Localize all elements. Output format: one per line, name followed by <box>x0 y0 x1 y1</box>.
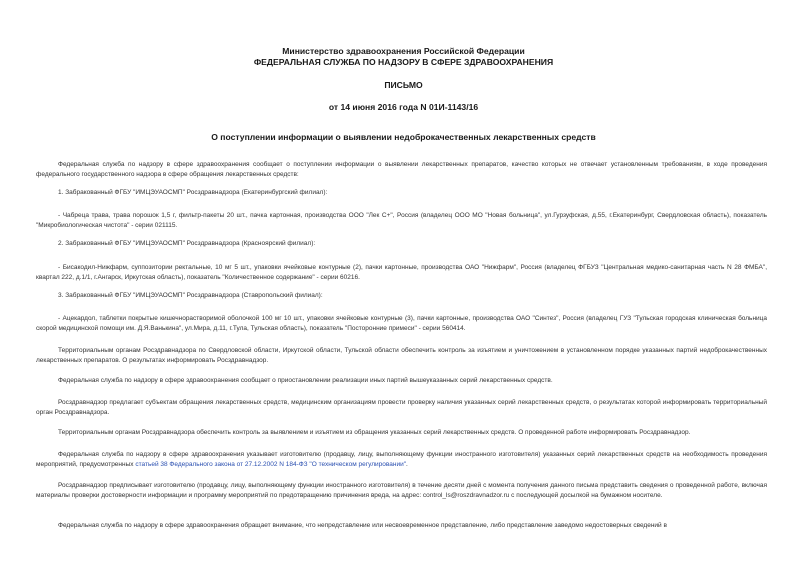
service-name: ФЕДЕРАЛЬНАЯ СЛУЖБА ПО НАДЗОРУ В СФЕРЕ ЗДРАВООХРАНЕНИЯ <box>253 57 554 67</box>
law-article-link[interactable]: статьей 38 Федерального закона от 27.12.2002 N 184-ФЗ "О техническом регулировании" <box>135 461 407 468</box>
document-type: ПИСЬМО <box>384 80 423 90</box>
paragraph-manufacturer-notice <box>36 450 767 470</box>
paragraph-territorial-withdrawal: Территориальным органам Росздравнадзора обеспечить контроль за выявлением и изъятием из обращения указанных серий лекарственных средств. О проведенной работе информировать Росздравнадзор. <box>58 429 691 436</box>
paragraph-suspension: Федеральная служба по надзору в сфере здравоохранения сообщает о приостановлении реализации иных партий вышеуказанных серий лекарственных средств. <box>58 377 553 384</box>
paragraph-intro: Федеральная служба по надзору в сфере здравоохранения сообщает о поступлении информации о выявлении лекарственных препаратов, качество которых не отвечает установленным требованиям, в ходе проведения федерального государственного надзора в сфере обращения лекарственных средств: <box>36 161 767 178</box>
paragraph-attention: Федеральная служба по надзору в сфере здравоохранения обращает внимание, что непредставление или несвоевременное представление, либо представление заведомо недостоверных сведений в <box>58 522 667 529</box>
paragraph-item-1-detail: - Чабреца трава, трава порошок 1,5 г, фильтр-пакеты 20 шт., пачка картонная, производства ООО "Лек С+", Россия (владелец ООО МО "Новая больница", ул.Гурзуфская, д.55, г.Екатеринбург, Свердловская область), показатель "Микробиологическая чистота" - серии 021115. <box>36 212 767 229</box>
paragraph-item-1: 1. Забракованный ФГБУ "ИМЦЭУАОСМП" Росздравнадзора (Екатеринбургский филиал): <box>58 189 328 196</box>
paragraph-item-3: 3. Забракованный ФГБУ "ИМЦЭУАОСМП" Росздравнадзора (Ставропольский филиал): <box>58 292 323 299</box>
ministry-name: Министерство здравоохранения Российской Федерации <box>282 46 525 56</box>
paragraph-manufacturer-notice-end: . <box>406 461 408 468</box>
paragraph-item-2-detail: - Бисакодил-Нижфарм, суппозитории ректальные, 10 мг 5 шт., упаковки ячейковые контурные (2), пачки картонные, производства ОАО "Нижфарм", Россия (владелец ФГБУЗ "Центральная медико-санитарная часть N 28 ФМБА", квартал 222, д.1/1, г.Ангарск, Иркутская область), показатель "Количественное содержание" - серии 60216. <box>36 264 767 281</box>
document-subject: О поступлении информации о выявлении недоброкачественных лекарственных средств <box>211 132 596 142</box>
paragraph-prescription: Росздравнадзор предписывает изготовителю (продавцу, лицу, выполняющему функции иностранного изготовителя) в течение десяти дней с момента получения данного письма представить сведения о проведенной работе, включая материалы проверки достоверности информации и программу мероприятий по предотвращению причинения вреда, на адрес: control_ls@roszdravnadzor.ru с последующей досылкой на бумажном носителе. <box>36 482 767 499</box>
document-date-number: от 14 июня 2016 года N 01И-1143/16 <box>328 102 479 112</box>
paragraph-check-proposal: Росздравнадзор предлагает субъектам обращения лекарственных средств, медицинским организациям провести проверку наличия указанных серий лекарственных средств, о результатах которой информировать территориальный орган Росздравнадзора. <box>36 399 767 416</box>
paragraph-item-3-detail: - Ацекардол, таблетки покрытые кишечнорастворимой оболочкой 100 мг 10 шт., упаковки ячейковые контурные (3), пачки картонные, производства ОАО "Синтез", Россия (владелец ГУЗ "Тульская городская клиническая больница скорой медицинской помощи им. Д.Я.Ванькина", ул.Мира, д.11, г.Тула, Тульская область), показатель "Посторонние примеси" - серии 560414. <box>36 315 767 332</box>
paragraph-manufacturer-notice-text: Федеральная служба по надзору в сфере здравоохранения указывает изготовителю (продавцу, лицу, выполняющему функции иностранного изготовителя) указанных серий лекарственных средств на необходимость проведения мероприятий, предусмотренных <box>36 451 767 468</box>
paragraph-territorial-control: Территориальным органам Росздравнадзора по Свердловской области, Иркутской области, Тульской области обеспечить контроль за изъятием и уничтожением в установленном порядке указанных партий недоброкачественных лекарственных препаратов. О результатах информировать Росздравнадзор. <box>36 347 767 364</box>
paragraph-item-2: 2. Забракованный ФГБУ "ИМЦЭУАОСМП" Росздравнадзора (Красноярский филиал): <box>58 240 316 247</box>
